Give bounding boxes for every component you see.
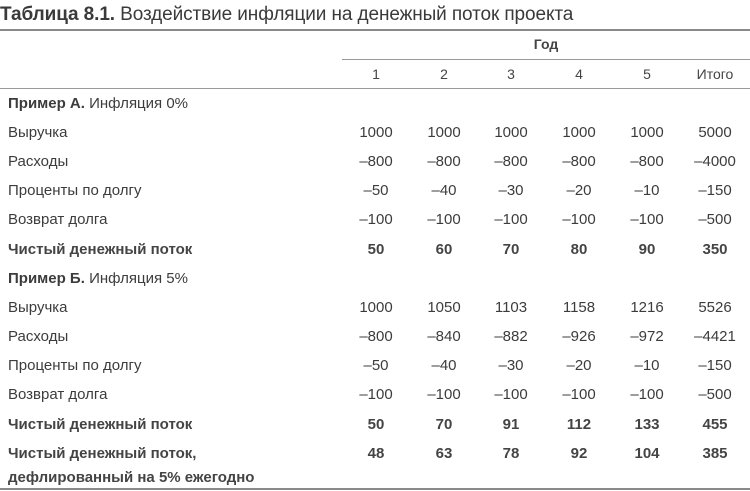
year-group-rule bbox=[342, 59, 750, 60]
row-label: Чистый денежный поток bbox=[8, 416, 193, 433]
cell: 133 bbox=[634, 416, 660, 433]
cell: 1158 bbox=[562, 299, 596, 316]
cell: 48 bbox=[367, 445, 385, 462]
cell: 91 bbox=[502, 416, 520, 433]
cell: 1000 bbox=[427, 124, 461, 141]
column-header-5: 5 bbox=[643, 66, 651, 82]
table-row bbox=[0, 153, 750, 182]
cell: 80 bbox=[570, 241, 588, 258]
row-label: Возврат долга bbox=[8, 211, 108, 228]
cell-total: –500 bbox=[698, 386, 732, 403]
table-row bbox=[0, 328, 750, 357]
cell: –840 bbox=[427, 328, 461, 345]
cell: 1050 bbox=[427, 299, 461, 316]
row-label: Возврат долга bbox=[8, 386, 108, 403]
cell: 50 bbox=[367, 241, 385, 258]
cell: –100 bbox=[359, 386, 393, 403]
cell: 1216 bbox=[630, 299, 664, 316]
cell: 90 bbox=[638, 241, 656, 258]
cell: 112 bbox=[566, 416, 592, 433]
section-a-inflation: Инфляция 0% bbox=[89, 95, 189, 112]
cell: –20 bbox=[566, 182, 592, 199]
cell: –800 bbox=[630, 153, 664, 170]
cell: –100 bbox=[562, 386, 596, 403]
cell-total: –150 bbox=[698, 357, 732, 374]
row-label: Проценты по долгу bbox=[8, 182, 142, 199]
cell-total: 455 bbox=[702, 416, 728, 433]
table-row-deflated-cash-flow bbox=[0, 442, 750, 488]
cell: –40 bbox=[431, 182, 457, 199]
table-row-net-cash-flow bbox=[0, 416, 750, 445]
row-label: Чистый денежный поток bbox=[8, 241, 193, 258]
cell: –972 bbox=[630, 328, 664, 345]
cell: 1000 bbox=[359, 124, 393, 141]
section-a-header bbox=[0, 95, 750, 124]
cell: –800 bbox=[562, 153, 596, 170]
column-header-3: 3 bbox=[507, 66, 515, 82]
row-label: Проценты по долгу bbox=[8, 357, 142, 374]
cell: –50 bbox=[363, 357, 389, 374]
cell: –50 bbox=[363, 182, 389, 199]
cell-total: –4000 bbox=[694, 153, 736, 170]
cell: –100 bbox=[427, 211, 461, 228]
section-b-header bbox=[0, 270, 750, 299]
column-header-1: 1 bbox=[372, 66, 380, 82]
row-label bbox=[8, 442, 254, 490]
section-b-inflation: Инфляция 5% bbox=[89, 270, 188, 287]
table-title bbox=[0, 4, 573, 26]
row-label-line-1: Чистый денежный поток, bbox=[8, 445, 197, 462]
cell: –800 bbox=[494, 153, 528, 170]
table-row bbox=[0, 211, 750, 240]
row-label-line-2: дефлированный на 5% ежегодно bbox=[8, 469, 255, 486]
cell: –882 bbox=[494, 328, 528, 345]
cell-total: –500 bbox=[698, 211, 732, 228]
cell-total: –4421 bbox=[694, 328, 736, 345]
header-rule bbox=[0, 88, 750, 89]
row-label: Расходы bbox=[8, 153, 69, 170]
section-b-name: Пример Б. bbox=[8, 270, 85, 287]
cell: –800 bbox=[359, 153, 393, 170]
year-group-header: Год bbox=[533, 36, 559, 52]
cell: 70 bbox=[435, 416, 453, 433]
cell: 60 bbox=[435, 241, 453, 258]
top-rule bbox=[0, 29, 750, 31]
cell: 1000 bbox=[494, 124, 528, 141]
cell: –800 bbox=[427, 153, 461, 170]
table-number: Таблица 8.1. bbox=[0, 4, 115, 25]
cell: –100 bbox=[427, 386, 461, 403]
cell-total: 350 bbox=[702, 241, 728, 258]
section-a-name: Пример А. bbox=[8, 95, 85, 112]
cell-total: 5000 bbox=[698, 124, 732, 141]
cell: –40 bbox=[431, 357, 457, 374]
cell: –30 bbox=[498, 357, 524, 374]
cell-total: 5526 bbox=[698, 299, 732, 316]
cell: 104 bbox=[634, 445, 660, 462]
table-row bbox=[0, 182, 750, 211]
cell: 1000 bbox=[562, 124, 596, 141]
table-row bbox=[0, 386, 750, 415]
table-row bbox=[0, 357, 750, 386]
table-row bbox=[0, 124, 750, 153]
cell: –100 bbox=[359, 211, 393, 228]
cell: –20 bbox=[566, 357, 592, 374]
cell: –100 bbox=[562, 211, 596, 228]
cell: 1000 bbox=[630, 124, 664, 141]
cell: –926 bbox=[562, 328, 596, 345]
row-label: Выручка bbox=[8, 299, 68, 316]
column-header-4: 4 bbox=[575, 66, 583, 82]
table-row-net-cash-flow bbox=[0, 241, 750, 270]
cell: 92 bbox=[570, 445, 588, 462]
cell: –100 bbox=[630, 386, 664, 403]
cell: –10 bbox=[634, 182, 660, 199]
bottom-rule bbox=[0, 488, 750, 490]
cell: 50 bbox=[367, 416, 385, 433]
row-label: Выручка bbox=[8, 124, 68, 141]
column-header-total: Итого bbox=[696, 66, 734, 82]
cell: –100 bbox=[494, 211, 528, 228]
cell: –10 bbox=[634, 357, 660, 374]
cell: 1000 bbox=[359, 299, 393, 316]
cell: 63 bbox=[435, 445, 453, 462]
cell: –100 bbox=[494, 386, 528, 403]
cell: 78 bbox=[502, 445, 520, 462]
cell: 1103 bbox=[494, 299, 528, 316]
cell: –100 bbox=[630, 211, 664, 228]
cell-total: 385 bbox=[702, 445, 728, 462]
cell-total: –150 bbox=[698, 182, 732, 199]
cell: 70 bbox=[502, 241, 520, 258]
cell: –800 bbox=[359, 328, 393, 345]
row-label: Расходы bbox=[8, 328, 69, 345]
column-header-2: 2 bbox=[440, 66, 448, 82]
cell: –30 bbox=[498, 182, 524, 199]
table-row bbox=[0, 299, 750, 328]
table-caption: Воздействие инфляции на денежный поток проекта bbox=[120, 4, 574, 25]
